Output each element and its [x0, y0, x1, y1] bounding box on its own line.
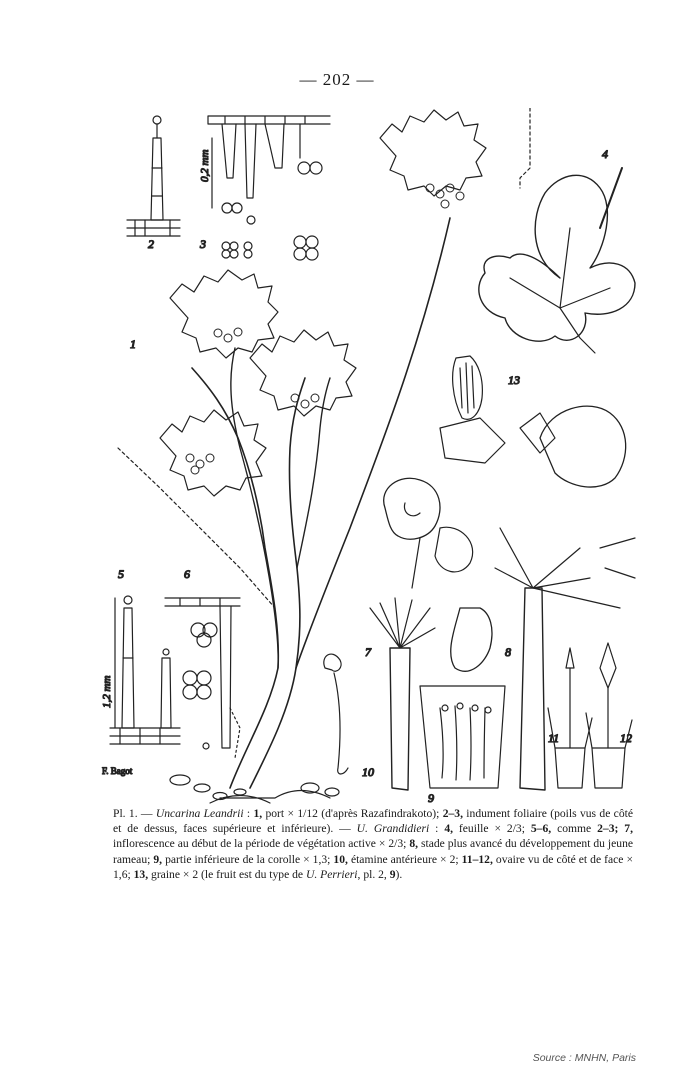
caption-run: 13, [133, 867, 149, 881]
caption-run: 10, [333, 852, 348, 866]
fig10-stamen [324, 654, 348, 774]
caption-run: Uncarina Leandrii [155, 807, 244, 820]
fig11-12-ovary [548, 643, 632, 788]
botanical-plate-illustration [100, 108, 640, 808]
page-number: — 202 — [299, 70, 375, 89]
fig-label-2: 2 [148, 237, 154, 251]
caption-run: 11–12, [461, 852, 493, 866]
caption-run: 4, [444, 822, 454, 836]
source-credit: Source : MNHN, Paris [532, 1052, 636, 1064]
fig-label-3: 3 [200, 237, 206, 251]
caption-run: : [243, 807, 254, 820]
caption-run: 9 [389, 867, 396, 881]
caption-run: ). [395, 867, 403, 881]
caption-run: partie inférieure de la corolle × 1,3; [162, 852, 334, 866]
caption-run: Pl. 1. — [113, 807, 156, 820]
caption-run: graine × 2 (le fruit est du type de [148, 867, 306, 881]
caption-run: 8, [409, 837, 419, 851]
caption-run: étamine antérieure × 2; [347, 852, 462, 866]
caption-run: 9, [153, 852, 163, 866]
caption-run: 2–3; [597, 822, 619, 836]
caption-run: 1, [253, 807, 263, 820]
fig-label-8: 8 [505, 645, 511, 659]
plate-caption [113, 806, 633, 882]
fig-label-1: 1 [130, 337, 136, 351]
caption-run: comme [551, 822, 598, 836]
fig3-hair-group [208, 116, 330, 260]
fig1-habit-tree [118, 108, 530, 803]
fig-label-9: 9 [428, 791, 434, 805]
fig-label-10: 10 [362, 765, 374, 779]
caption-run: port × 1/12 (d'après Razafindrakoto); [262, 807, 443, 820]
fig5-hair [110, 596, 180, 744]
scale-label-small: 0,2 mm [199, 149, 211, 182]
fig-label-7: 7 [365, 645, 371, 659]
caption-run: 7, [624, 822, 633, 836]
fig-label-4: 4 [602, 147, 608, 161]
caption-run: feuille × 2/3; [453, 822, 531, 836]
fig-label-5: 5 [118, 567, 124, 581]
caption-run: U. Grandidieri [356, 822, 430, 836]
caption-run: 2–3, [442, 807, 463, 820]
fig-label-13: 13 [508, 373, 520, 387]
scale-label-large: 1,2 mm [101, 675, 113, 708]
caption-run: , pl. 2, [357, 867, 390, 881]
artist-signature: F. Bagot [102, 766, 133, 776]
fig8-young-branch [440, 406, 635, 790]
fig-label-12: 12 [620, 731, 632, 745]
caption-run: 5–6, [530, 822, 552, 836]
fig2-hair-side-view [127, 116, 180, 236]
caption-run: U. Perrieri [305, 867, 358, 881]
caption-run: inflorescence au début de la période de végétation active × 2/3; [113, 837, 410, 851]
caption-run: stade plus avancé du développement du jeune rameau; [113, 837, 634, 866]
fig9-lower-corolla [420, 686, 505, 788]
fig-label-6: 6 [184, 567, 190, 581]
caption-run: ovaire vu de côté et de face × 1,6; [113, 852, 633, 881]
fig-label-11: 11 [548, 731, 560, 745]
caption-run: indument foliaire (poils vus de côté et de dessus, faces supérieure et inférieure). — [113, 807, 633, 836]
caption-run: : [429, 822, 445, 836]
fig4-leaf [479, 168, 635, 353]
fig6-hair-group [165, 598, 240, 758]
fig13-seed [453, 356, 483, 419]
